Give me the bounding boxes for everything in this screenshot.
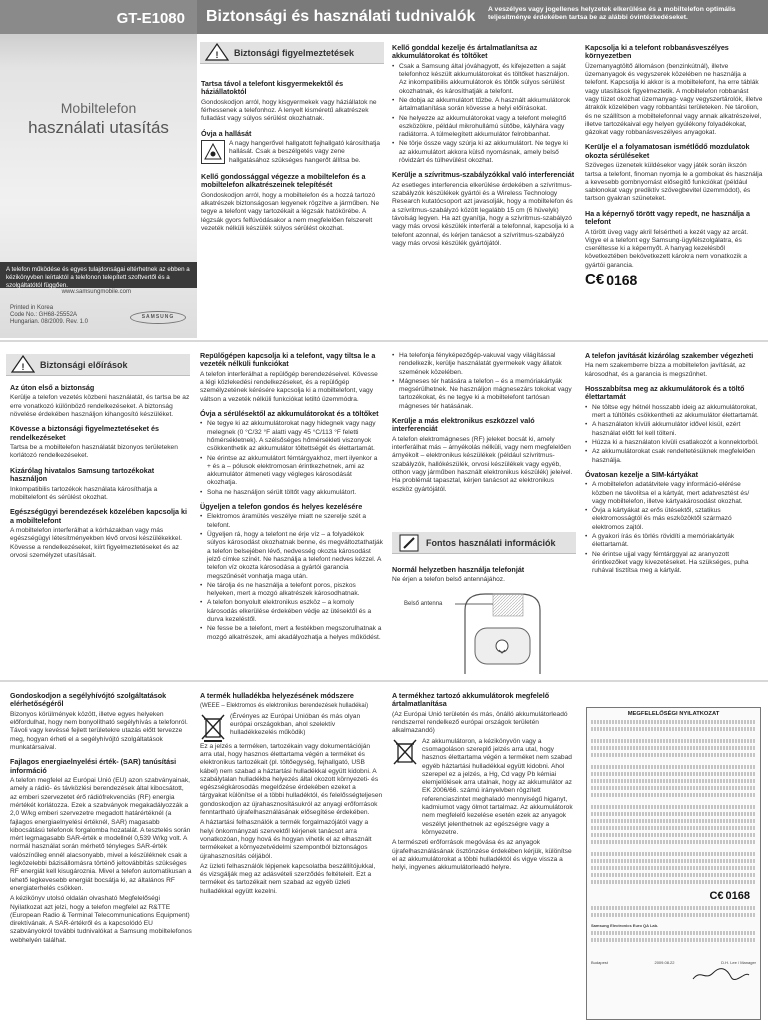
section-text: A természeti erőforrások megóvása és az anyagok újrafelhasználásának ösztönzése érdekében kérjük, különítse el az akkumulátorokat a többi hulladéktól és vigye vissza a helyi, ingyenes akkumulátorleadó helyre.: [392, 839, 572, 872]
svg-text:!: !: [215, 49, 219, 60]
section-text: Az esetleges interferencia elkerülése érdekében a szívritmus-szabályzók készülékek gyártói és a Wireless Technology Research kutatócsoport azt javasolják, hogy a mobiltelefon és a szívritmus-szabályzó között legalább 15 cm (6 hüvelyk) távolság legyen. Ha azt gyanítja, hogy a szívritmus-szabályzó vagy más orvosi készülék interferál a telefonnal, kapcsolja ki a telefont azonnal, és kérjen tanácsot a szívritmus-szabályzó vagy más orvosi készülék gyártójától.: [392, 181, 574, 247]
section-text: Ha nem szakemberre bízza a mobiltelefon javítását, az károsodhat, és a garancia is megszűnhet.: [585, 362, 746, 378]
flight-column: [200, 352, 383, 644]
section-text: Az üzleti felhasználók lépjenek kapcsolatba beszállítójukkal, és vizsgálják meg az adásvételi szerződés feltételeit. Ezt a terméket és tartozékait nem szabad az egyéb üzleti hulladékkal együtt kezelni.: [200, 862, 376, 895]
battery-bin-icon: [392, 738, 418, 768]
warnings-title: Biztonsági figyelmeztetések: [234, 47, 355, 58]
section-heading: A termék hulladékba helyezésének módszere: [200, 691, 354, 700]
section-text: (Az Európai Unió területén és más, önálló akkumulátorleadó rendszerrel rendelkező európai országok területén alkalmazandó): [392, 710, 568, 735]
page-title: Biztonsági és használati tudnivalók: [206, 8, 476, 25]
manual-subtitle: Mobiltelefon: [60, 100, 137, 116]
section-heading: Repülőgépen kapcsolja ki a telefont, vagy tiltsa le a vezeték nélküli funkciókat: [200, 351, 376, 369]
weee-block: [200, 713, 383, 743]
divider: [0, 340, 768, 342]
list-item: • Az akkumulátorokat csak rendeltetésüknek megfelelően használja.: [585, 448, 763, 465]
section-text: A telefon interferálhat a repülőgép berendezéseivel. Kövesse a légi közlekedési rendelkezéseket, és a repülőgép személyzetének kérésére kapcsolja ki a mobiltelefont, vagy váltson a vezeték nélküli funkciókat letiltó üzemmódra.: [200, 370, 378, 403]
section-text: A törött üveg vagy akril felsértheti a kezét vagy az arcát. Vigye el a telefont egy Samsung-ügyfélszolgálatra, és cseréltesse ki a képernyőt. A hanyag kezelésből következtében bekövetkezett károkra nem vonatkozik a gyártói garancia.: [585, 228, 749, 269]
section-heading: Óvja a sérülésektől az akkumulátorokat és a töltőket: [200, 409, 379, 418]
section-text: A nagy hangerővel hallgatott fejhallgató károsíthatja hallását. Csak a beszélgetés vagy zene hallgatásához szükséges hangerőt állítsa be.: [229, 140, 381, 164]
section-heading: A termékhez tartozó akkumulátorok megfelelő ártalmatlanítása: [392, 691, 550, 709]
sim-list: [585, 481, 763, 575]
ce-mark: [585, 271, 763, 289]
battery-column: [392, 44, 576, 250]
section-text: A háztartási felhasználók a termék forgalmazójától vagy a helyi önkormányzati szervektől kérjenek tanácsot arra vonatkozóan, hogy hová és hogyan vihetik el az elhasznált termékeket a környezetvédelmi szempontból biztonságos újrahasznosítás céljából.: [200, 819, 372, 860]
list-item: • Ne fesse be a telefont, mert a festékben megszorulhatnak a mozgó alkatrészek, ami akadályozhatja a helyes működést.: [200, 625, 383, 642]
section-text: Inkompatibilis tartozékok használata károsíthatja a mobiltelefont és sérülést okozhat.: [10, 485, 158, 501]
repair-column: [585, 352, 763, 578]
camera-column: [392, 352, 576, 496]
section-heading: Kapcsolja ki a telefont robbanásveszélyes környezetben: [585, 43, 729, 61]
ce-number: 0168: [725, 890, 750, 902]
section-heading: Kellő gonddal kezelje és ártalmatlanítsa az akkumulátorokat és töltőket: [392, 43, 538, 61]
battery-list: [392, 63, 576, 166]
list-item: • Ne érintse az akkumulátort fémtárgyakhoz, mert ilyenkor a + és a – pólusok elektromosan érintkezhetnek, ami az akkumulátor átmeneti vagy végleges károsodását okozhatja.: [200, 455, 383, 488]
svg-text:!: !: [21, 361, 25, 372]
list-item: • Ügyeljen rá, hogy a telefont ne érje víz – a folyadékok súlyos károsodást okozhatnak benne, és megváltoztathatják a telefon belsejében lévő, nedvesség okozta károsodást jelző címke színét. Ne használja a telefont nedves kézzel. A telefon víz okozta károsodása a gyártói garancia megszűnését vonhatja maga után.: [200, 531, 383, 581]
divider: [0, 680, 768, 682]
precautions-header: [6, 354, 190, 376]
section-text: A telefon elektromágneses (RF) jeleket bocsát ki, amely interferálhat más – árnyékolás nélküli, vagy nem megfelelően árnyékolt – elektronikus készülékek (például szívritmus-szabályzók, hallókészülék, orvosi készülékek vagy egyéb, otthon vagy járműben használt elektronikus készülék) jeleivel. Ha problémát tapasztal, kérjen tanácsot az elektronikus eszköz gyártójától.: [392, 435, 573, 493]
section-text: Üzemanyagtöltő állomáson (benzinkútnál), illetve üzemanyagok és vegyszerek közelében ne használja a telefont. Kapcsolja ki akkor is a mobiltelefont, ha erre táblák vagy utasítások figyelmeztetik. A mobiltelefon robbanást vagy tüzet okozhat üzemanyag- vagy vegyszertárolók, illetve átrakók közelében vagy robbantási területeken. Ne tárolion, és ne szállítson a mobiltelefonnal vagy annak alkatrészeivel, illetve tartozékaival egy helyen gyúlékony folyadékokat, gázokat vagy robbanásveszélyes anyagokat.: [585, 62, 763, 137]
declaration-date: 2009.08.22: [654, 960, 675, 965]
list-item: • A gyakori írás és törlés rövidíti a memóriakártyák élettartamát.: [585, 533, 763, 550]
declaration-title: MEGFELELŐSÉGI NYILATKOZAT: [627, 711, 720, 717]
info-title: Fontos használati információk: [426, 537, 556, 548]
section-text: Szöveges üzenetek küldésekor vagy játék során ikszón tartsa a telefont, finoman nyomja le a gombokat és használja a kevesebb gombnyomást elősegítő funkciókat (például sablonokat vagy prediktív szövegbevitel üzemmódot), és tartson gyakran szüneteket.: [585, 162, 763, 203]
ce-logo: C€: [585, 271, 605, 289]
print-line: Hungarian. 08/2009. Rev. 1.0: [10, 319, 88, 325]
antenna-label: Belső antenna: [404, 601, 443, 607]
section-heading: Ügyeljen a telefon gondos és helyes kezelésére: [200, 502, 363, 512]
section-text: Kerülje a telefon vezetés közbeni használatát, és tartsa be az erre vonatkozó különböző rendelkezéseket. A biztonság növelése érdekében használjon kihangosító készüléket.: [10, 394, 190, 418]
list-item: • Húzza ki a használaton kívüli csatlakozót a konnektorból.: [585, 439, 763, 447]
list-item: • Mágneses tér hatására a telefon – és a memóriakártyák megsérülhetnek. Ne használjon mágnesezárs tokokat vagy tartozékokat, és ne tegye ki a mobiltelefont tartósan mágneses tér hatásának.: [392, 378, 576, 411]
list-item: • Ne érintse ujjal vagy fémtárggyal az aranyozott érintkezőket vagy kivezetéseket. Ha szükséges, puha ruhával tisztítsa meg a kártyát.: [585, 551, 763, 576]
section-text: Gondoskodjon arról, hogy kisgyermekek vagy háziállatok ne férhessenek a telefonhoz. A lenyelt kisméretű alkatrészek fulladást vagy súlyos sérülést okozhatnak.: [201, 98, 377, 123]
precautions-title: Biztonsági előírások: [40, 359, 128, 370]
declaration-company: Samsung Electronics Euro QA Lab.: [591, 923, 659, 928]
section-text: Ez a jelzés a terméken, tartozékain vagy dokumentációján arra utal, hogy hasznos élettartama végén a terméket és elektronikus tartozékait (pl. töltőegység, fejhallgató, USB kábel) nem szabad a háztartási hulladékkal együtt kidobni. A szabálytalan hulladékba helyezés által okozott környezeti- és egészségkárosodás megelőzése érdekében ezeket a tárgyakat különítse el a többi hulladéktól, és felelősségteljesen gondoskodjon az újrahasznosításukról az anyagi erőforrások fenntartható újrafelhasználásának elősegítése érdekében.: [200, 742, 383, 817]
list-item: • Ne tegye ki az akkumulátorokat nagy hidegnek vagy nagy melegnek (0 °C/32 °F alatti vagy 45 °C/113 °F feletti hőmérsékletnek). A szélsőséges hőmérsékleti viszonyok csökkenthetik az akkumulátor töltettségét és élettartamát.: [200, 420, 383, 453]
section-heading: Kövesse a biztonsági figyelmeztetéseket és rendelkezéseket: [10, 424, 160, 442]
phone-antenna-illustration: [455, 590, 550, 674]
section-text: (Érvényes az Európai Unióban és más olyan európai országokban, ahol szelektív hulladékkezelés működik): [230, 712, 361, 737]
battery-care-list: [200, 420, 383, 497]
section-text: A mobiltelefon interferálhat a kórházakban vagy más egészségügyi létesítményekben lévő orvosi készülékekkel. Kövesse a rendelkezéseket, kiírt figyelmeztetéseket és az orvosi személyzet utasításait.: [10, 526, 182, 559]
section-text: A telefon megfelel az Európai Unió (EU) azon szabványainak, amely a rádió- és távközlési berendezések által kibocsátott, az emberi szervezetet érő rádiófrekvenciás (RF) energia mértékét korlátozza. Ezek a szabványok megakadályozzák a 2,0 W/kg emberi szervezetre megadott határértéknél (a fajlagos energiaelnyelési értéknél, SAR) magasabb kibocsátású telefonok forgalomba hozatalát. A tesztelés során mért legmagasabb SAR-érték e modellnél 0,539 W/kg volt. A normál használat során mérhető tényleges SAR-érték valószínűleg ennél alacsonyabb, mivel a készüléknek csak a legközelebbi bázisállomásra történő jeltovábbítás szükséges RF energiát kell kisugároznia. Mivel a telefon automatikusan a lehető legkevesebb energiát bocsátja ki, az általános RF energiaterhelés csökken.: [10, 777, 192, 892]
section-text: Bizonyos körülmények között, illetve egyes helyeken előfordulhat, hogy nem bonyolítható segélyhívás a telefonról. Távoli vagy kevéssé fejlett területekre utazás előtt tervezze meg, hogyan érheti el a segélyhívójtó szolgáltatások munkatársaival.: [10, 710, 188, 751]
hearing-block: [201, 140, 383, 167]
decl-ce-mark: [591, 890, 750, 902]
disposal-column: [392, 692, 576, 874]
ce-logo: C€: [709, 890, 724, 902]
warning-icon: [204, 43, 230, 63]
section-text: Tartsa be a mobiltelefon használatát bizonyos területeken korlátozó rendelkezéseket.: [10, 444, 178, 460]
ce-number: 0168: [606, 272, 638, 289]
section-heading: Fajlagos energiaelnyelési érték- (SAR) tanúsítási információ: [10, 757, 177, 775]
list-item: • Ne dobja az akkumulátort tűzbe. A használt akkumulátorok ártalmatlanítása során kövesse a helyi előírásokat.: [392, 97, 576, 114]
pencil-icon: [396, 533, 422, 553]
manual-title-text: használati utasítás: [28, 118, 169, 137]
section-text: Az akkumulátoron, a kézikönyvön vagy a csomagoláson szereplő jelzés arra utal, hogy hasznos élettartama végén a terméket nem szabad egyéb háztartási hulladékkal együtt kidobni. Ahol szerepel ez a jelzés, a Hg, Cd vagy Pb kémiai elemjelölések arra utalnak, hogy az akkumulátor az EK 2006/66. számú irányelvben rögzített referenciaszintet meghaladó mennyiségű higanyt, kadmiumot vagy ólmot tartalmaz. Az akkumulátorok nem megfelelő kezelése esetén ezek az anyagok veszélyt jelenthetnek az egészségre vagy a környezetre.: [422, 737, 573, 836]
section-heading: Ha a képernyő törött vagy repedt, ne használja a telefont: [585, 208, 750, 227]
section-heading: Óvatosan kezelje a SIM-kártyákat: [585, 469, 699, 479]
declaration-box: [586, 707, 761, 1020]
disposal-block: [392, 738, 576, 840]
list-item: • A használaton kívüli akkumulátor idővel kisül, ezért használat előtt fel kell tölteni.: [585, 421, 763, 438]
section-heading: Kerülje a más elektronikus eszközzel való interferenciát: [392, 416, 535, 434]
list-item: • Ne helyezze az akkumulátorokat vagy a telefont melegítő eszközökre, például mikrohullámú sütőbe, kályhára vagy radiátorra. A túlmelegített akkumulátor felrobbanhat.: [392, 115, 576, 140]
list-item: • Ha telefonja fényképezőgép-vakuval vagy világítással rendelkezik, kerülje használatát gyermekek vagy állatok szemének közelében.: [392, 352, 576, 377]
emergency-column: [10, 692, 192, 947]
list-item: • Ne törje össze vagy szúrja ki az akkumulátort. Ne tegye ki az akkumulátort akkora külső nyomásnak, amely belső rövidzárt és túlhevülést okozhat.: [392, 140, 576, 165]
section-text: Gondoskodjon arról, hogy a mobiltelefon és a hozzá tartozó alkatrészek biztonságosan legyenek rögzítve a járműben. Ne tegye a telefont vagy tartozékait a légzsák hatókörébe. A légzsák gyors felfúvódásakor a nem megfelelően felszerelt vezeték nélküli készülék súlyos sérülést okozhat.: [201, 191, 380, 232]
signature-row: [591, 960, 756, 965]
weee-column: [200, 692, 383, 898]
list-item: • Soha ne használjon sérült töltőt vagy akkumulátort.: [200, 489, 383, 497]
website-link[interactable]: www.samsungmobile.com: [61, 289, 131, 295]
section-heading: Az úton első a biztonság: [10, 383, 95, 392]
print-line: Code No.: GH68-25552A: [10, 312, 78, 318]
list-item: • Ne töltse egy hétnél hosszabb ideig az akkumulátorokat, mert a túltöltés csökkentheti az akkumulátor élettartamát.: [585, 404, 763, 421]
section-heading: Kerülje a szívritmus-szabályzókkal való interferenciát: [392, 170, 575, 180]
section-heading: Hosszabbítsa meg az akkumulátorok és a töltő élettartamát: [585, 384, 745, 402]
caution-icon: [10, 355, 36, 375]
signature-mark: [691, 967, 751, 983]
section-heading: Normál helyzetben használja telefonját: [392, 565, 525, 574]
section-heading: Kellő gondossággal végezze a mobiltelefon és a mobiltelefon alkatrészeinek telepítését: [201, 172, 366, 190]
section-heading: Egészségügyi berendezések közelében kapcsolja ki a mobiltelefont: [10, 507, 187, 525]
manual-title: [0, 98, 197, 138]
list-item: • Ne tárolja és ne használja a telefont poros, piszkos helyeken, mert a mozgó alkatrészek károsodhatnak.: [200, 582, 383, 599]
section-heading: A telefon javítását kizárólag szakember végezheti: [585, 351, 754, 360]
precautions-column: [10, 384, 192, 562]
intro-box: A telefon működése és egyes tulajdonságai eltérhetnek az ebben a kézikönyvben leírtaktól a telefonon telepített szoftvertől és a szolgáltatótól függően.: [0, 262, 197, 288]
normal-usage: [392, 566, 576, 587]
section-heading: Kizárólag hivatalos Samsung tartozékokat használjon: [10, 465, 155, 484]
list-item: • A mobiltelefon adatátvitele vagy információ-elérése közben ne távolítsa el a kártyát, mert adatvesztést és/ vagy mobiltelefon, illetve kártyakárosodást okozhat.: [585, 481, 763, 506]
print-info: [10, 305, 88, 326]
samsung-logo: SAMSUNG: [130, 311, 186, 324]
section-heading: Óvja a hallását: [201, 128, 252, 138]
section-heading: Tartsa távol a telefont kisgyermekektől és háziállatoktól: [201, 79, 344, 97]
hearing-icon: [201, 140, 225, 164]
warnings-header: [200, 42, 384, 64]
camera-list: [392, 352, 576, 411]
section-heading: Gondoskodjon a segélyhívójtó szolgáltatások elérhetőségéről: [10, 691, 167, 709]
declaration-signer: D.H. Lee / Manager: [721, 960, 756, 965]
list-item: • A telefon bonyolult elektronikus eszköz – a komoly károsodás elkerülése érdekében védje az ütésektől és a durva kezeléstől.: [200, 599, 383, 624]
model-number: GT-E1080: [0, 0, 197, 34]
explosive-column: [585, 43, 763, 289]
print-line: Printed in Korea: [10, 305, 54, 311]
battery-life-list: [585, 404, 763, 465]
list-item: • Óvja a kártyákat az erős ütésektől, sztatikus elektromosságtól és más eszközöktől származó elektromos zajtól.: [585, 507, 763, 532]
section-heading: Kerülje el a folyamatosan ismétlődő mozdulatok okozta sérüléseket: [585, 142, 750, 160]
info-header: [392, 532, 576, 554]
section-text: Ne érjen a telefon belső antennájához.: [392, 576, 505, 584]
warnings-column: [201, 80, 383, 235]
list-item: • Elektromos áramütés veszélye miatt ne szerelje szét a telefont.: [200, 513, 383, 530]
list-item: • Csak a Samsung által jóváhagyott, és kifejezetten a saját telefonhoz készült akkumulátorokat és töltőket használjon. Az inkompatibilis akkumulátorok és töltők súlyos sérülést okozhatnak, és károsíthatják a telefont.: [392, 63, 576, 96]
header-note: A veszélyes vagy jogellenes helyzetek elkerülése és a mobiltelefon optimális teljesítménye érdekében tartsa be az alábbi óvintézkedéseket.: [488, 6, 736, 21]
section-text: (WEEE – Elektromos és elektronikus berendezések hulladékai): [200, 703, 369, 710]
section-text: A kézikönyv utolsó oldalán olvasható Megfelelőségi Nyilatkozat azt jelzi, hogy a telefon megfelel az R&TTE (European Radio & Terminal Telecommunications Equipment) direktívának. A SAR-értékről és a kapcsolódó EU szabványokról további tudnivalókat a Samsung mobiltelefonos webhelyén találhat.: [10, 895, 192, 944]
crossed-bin-icon: [200, 713, 226, 743]
declaration-place: Budapest: [591, 960, 608, 965]
phone-care-list: [200, 513, 383, 641]
